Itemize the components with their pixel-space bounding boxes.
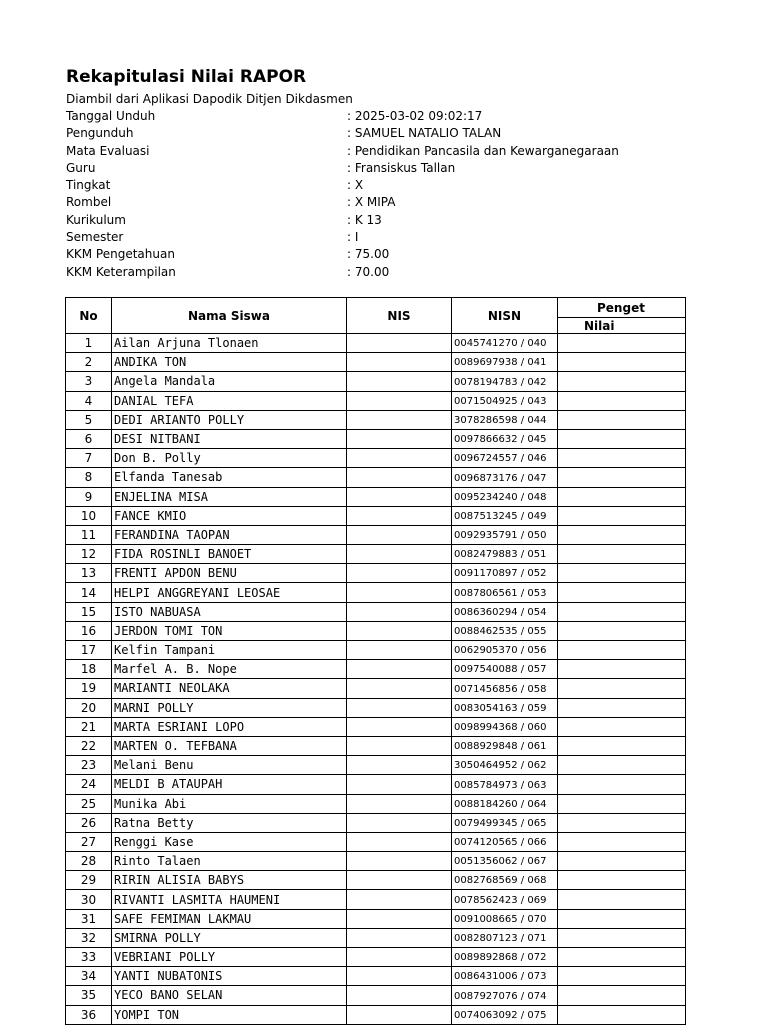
row-no: 16 [66,621,112,640]
row-nis [347,410,452,429]
row-nis [347,621,452,640]
row-nilai [558,660,686,679]
row-name: ANDIKA TON [112,353,347,372]
meta-label: Kurikulum [66,212,126,227]
row-no: 24 [66,775,112,794]
row-no: 11 [66,525,112,544]
meta-row [66,264,666,281]
page-subtitle: Diambil dari Aplikasi Dapodik Ditjen Dikdasmen [66,92,353,106]
row-name: Don B. Polly [112,449,347,468]
row-nilai [558,832,686,851]
meta-info [66,108,666,281]
table-row [66,679,686,698]
row-name: Ailan Arjuna Tlonaen [112,334,347,353]
row-nisn: 3050464952 / 062 [452,756,558,775]
row-nilai [558,756,686,775]
row-name: Angela Mandala [112,372,347,391]
row-name: Marfel A. B. Nope [112,660,347,679]
header-no: No [66,298,112,334]
meta-row [66,246,666,263]
table-row [66,832,686,851]
row-nis [347,641,452,660]
table-row [66,909,686,928]
row-nisn: 0051356062 / 067 [452,852,558,871]
row-nis [347,602,452,621]
row-no: 13 [66,564,112,583]
row-nisn: 0079499345 / 065 [452,813,558,832]
row-nisn: 0095234240 / 048 [452,487,558,506]
row-nis [347,986,452,1005]
row-name: MARNI POLLY [112,698,347,717]
row-nis [347,1005,452,1024]
meta-row [66,108,666,125]
row-name: VEBRIANI POLLY [112,948,347,967]
row-nisn: 0096724557 / 046 [452,449,558,468]
meta-value: : K 13 [347,212,382,227]
meta-value: : Pendidikan Pancasila dan Kewarganegaraan [347,143,619,158]
meta-label: KKM Keterampilan [66,264,176,279]
row-name: DEDI ARIANTO POLLY [112,410,347,429]
row-nis [347,525,452,544]
row-no: 6 [66,429,112,448]
row-nisn: 0087513245 / 049 [452,506,558,525]
table-row [66,334,686,353]
row-nis [347,353,452,372]
row-no: 34 [66,967,112,986]
meta-row [66,194,666,211]
meta-label: Mata Evaluasi [66,143,150,158]
table-row [66,948,686,967]
meta-value: : Fransiskus Tallan [347,160,456,175]
row-no: 1 [66,334,112,353]
row-nisn: 0098994368 / 060 [452,717,558,736]
row-name: SMIRNA POLLY [112,928,347,947]
row-nilai [558,583,686,602]
table-row [66,852,686,871]
header-pengetahuan: Penget [558,298,686,318]
row-name: DESI NITBANI [112,429,347,448]
row-nis [347,698,452,717]
row-nis [347,449,452,468]
row-no: 5 [66,410,112,429]
meta-value: : SAMUEL NATALIO TALAN [347,126,502,141]
meta-label: Pengunduh [66,126,134,141]
row-nis [347,832,452,851]
row-nilai [558,564,686,583]
row-nis [347,717,452,736]
row-nilai [558,391,686,410]
row-nisn: 0078562423 / 069 [452,890,558,909]
row-no: 35 [66,986,112,1005]
row-nisn: 0089892868 / 072 [452,948,558,967]
table-row [66,986,686,1005]
row-no: 30 [66,890,112,909]
row-nisn: 0045741270 / 040 [452,334,558,353]
row-nisn: 0091170897 / 052 [452,564,558,583]
row-nilai [558,775,686,794]
row-nisn: 0096873176 / 047 [452,468,558,487]
row-name: DANIAL TEFA [112,391,347,410]
grades-table [65,297,686,1025]
row-no: 27 [66,832,112,851]
row-nis [347,429,452,448]
row-name: Elfanda Tanesab [112,468,347,487]
row-nilai [558,410,686,429]
row-nilai [558,948,686,967]
row-no: 10 [66,506,112,525]
row-nisn: 0083054163 / 059 [452,698,558,717]
row-no: 29 [66,871,112,890]
row-nilai [558,621,686,640]
row-nilai [558,717,686,736]
row-nisn: 0088929848 / 061 [452,736,558,755]
row-nis [347,813,452,832]
row-nilai [558,698,686,717]
table-row [66,372,686,391]
row-no: 23 [66,756,112,775]
row-nilai [558,852,686,871]
row-nis [347,948,452,967]
meta-label: Guru [66,160,96,175]
row-nisn: 0092935791 / 050 [452,525,558,544]
meta-value: : X [347,178,364,193]
header-nis: NIS [347,298,452,334]
table-row [66,660,686,679]
row-name: Rinto Talaen [112,852,347,871]
row-no: 25 [66,794,112,813]
table-row [66,525,686,544]
row-nilai [558,813,686,832]
row-name: MARIANTI NEOLAKA [112,679,347,698]
row-no: 12 [66,545,112,564]
row-name: MARTEN O. TEFBANA [112,736,347,755]
row-nisn: 0074120565 / 066 [452,832,558,851]
meta-label: Rombel [66,195,112,210]
row-name: YECO BANO SELAN [112,986,347,1005]
row-nisn: 0087806561 / 053 [452,583,558,602]
meta-row [66,143,666,160]
row-nisn: 0091008665 / 070 [452,909,558,928]
row-nilai [558,641,686,660]
row-nilai [558,449,686,468]
row-nilai [558,928,686,947]
meta-row [66,229,666,246]
table-row [66,967,686,986]
row-nilai [558,871,686,890]
meta-label: KKM Pengetahuan [66,247,175,262]
row-no: 33 [66,948,112,967]
row-nisn: 0097540088 / 057 [452,660,558,679]
table-row [66,698,686,717]
table-row [66,602,686,621]
table-row [66,487,686,506]
table-row [66,775,686,794]
row-nilai [558,794,686,813]
meta-label: Tingkat [66,178,111,193]
row-no: 19 [66,679,112,698]
row-nilai [558,487,686,506]
row-nis [347,372,452,391]
meta-label: Semester [66,230,124,245]
table-row [66,621,686,640]
meta-row [66,125,666,142]
row-nis [347,871,452,890]
meta-row [66,177,666,194]
row-name: Ratna Betty [112,813,347,832]
row-nis [347,736,452,755]
header-name: Nama Siswa [112,298,347,334]
row-nisn: 0088462535 / 055 [452,621,558,640]
table-row [66,736,686,755]
table-row [66,410,686,429]
row-name: FANCE KMIO [112,506,347,525]
row-no: 26 [66,813,112,832]
row-nisn: 0086360294 / 054 [452,602,558,621]
row-no: 31 [66,909,112,928]
row-nilai [558,468,686,487]
row-nilai [558,334,686,353]
row-nilai [558,353,686,372]
row-nisn: 0071504925 / 043 [452,391,558,410]
row-nis [347,794,452,813]
row-nisn: 0097866632 / 045 [452,429,558,448]
row-nisn: 0078194783 / 042 [452,372,558,391]
row-nilai [558,736,686,755]
row-nilai [558,429,686,448]
row-name: JERDON TOMI TON [112,621,347,640]
row-nilai [558,890,686,909]
table-row [66,890,686,909]
header-nilai: Nilai [558,318,686,334]
row-no: 14 [66,583,112,602]
row-name: FIDA ROSINLI BANOET [112,545,347,564]
row-name: SAFE FEMIMAN LAKMAU [112,909,347,928]
row-nilai [558,986,686,1005]
meta-value: : X MIPA [347,195,396,210]
row-no: 28 [66,852,112,871]
table-row [66,928,686,947]
meta-row [66,160,666,177]
row-nis [347,468,452,487]
row-nis [347,506,452,525]
row-nilai [558,525,686,544]
table-row [66,756,686,775]
row-nis [347,756,452,775]
row-name: Renggi Kase [112,832,347,851]
row-nisn: 0086431006 / 073 [452,967,558,986]
row-no: 7 [66,449,112,468]
meta-value: : 2025-03-02 09:02:17 [347,109,483,123]
row-nis [347,660,452,679]
row-nilai [558,967,686,986]
row-no: 3 [66,372,112,391]
row-nis [347,583,452,602]
row-name: RIRIN ALISIA BABYS [112,871,347,890]
table-row [66,583,686,602]
row-no: 15 [66,602,112,621]
row-nilai [558,506,686,525]
meta-label: Tanggal Unduh [66,109,156,123]
row-no: 17 [66,641,112,660]
row-name: Kelfin Tampani [112,641,347,660]
table-row [66,391,686,410]
table-row [66,353,686,372]
table-row [66,717,686,736]
row-nisn: 0082807123 / 071 [452,928,558,947]
table-row [66,641,686,660]
row-nisn: 0089697938 / 041 [452,353,558,372]
grades-sheet [65,297,645,1022]
row-nis [347,852,452,871]
row-nilai [558,602,686,621]
row-nisn: 0062905370 / 056 [452,641,558,660]
row-name: YOMPI TON [112,1005,347,1024]
meta-value: : 70.00 [347,264,390,279]
row-no: 36 [66,1005,112,1024]
row-name: FRENTI APDON BENU [112,564,347,583]
meta-row [66,212,666,229]
row-name: MARTA ESRIANI LOPO [112,717,347,736]
table-row [66,468,686,487]
page-title: Rekapitulasi Nilai RAPOR [66,67,307,87]
row-nilai [558,909,686,928]
row-nisn: 0085784973 / 063 [452,775,558,794]
table-body [66,334,686,1025]
row-nilai [558,545,686,564]
row-name: Munika Abi [112,794,347,813]
row-nisn: 0082479883 / 051 [452,545,558,564]
table-row [66,1005,686,1024]
row-nis [347,545,452,564]
row-nilai [558,679,686,698]
row-name: MELDI B ATAUPAH [112,775,347,794]
row-no: 4 [66,391,112,410]
table-row [66,794,686,813]
table-row [66,429,686,448]
row-no: 18 [66,660,112,679]
table-row [66,545,686,564]
row-nilai [558,372,686,391]
row-nisn: 0074063092 / 075 [452,1005,558,1024]
row-nis [347,775,452,794]
meta-value: : 75.00 [347,247,390,262]
row-nisn: 0088184260 / 064 [452,794,558,813]
row-no: 8 [66,468,112,487]
table-row [66,449,686,468]
meta-value: : I [347,230,359,245]
table-row [66,564,686,583]
row-no: 2 [66,353,112,372]
row-name: YANTI NUBATONIS [112,967,347,986]
row-nis [347,909,452,928]
table-row [66,871,686,890]
row-name: HELPI ANGGREYANI LEOSAE [112,583,347,602]
row-name: ENJELINA MISA [112,487,347,506]
row-nis [347,391,452,410]
row-nis [347,967,452,986]
row-nis [347,890,452,909]
row-no: 21 [66,717,112,736]
header-nisn: NISN [452,298,558,334]
row-nilai [558,1005,686,1024]
row-nis [347,928,452,947]
row-name: FERANDINA TAOPAN [112,525,347,544]
row-name: Melani Benu [112,756,347,775]
row-nis [347,487,452,506]
row-nis [347,564,452,583]
row-nis [347,334,452,353]
row-nis [347,679,452,698]
row-nisn: 0071456856 / 058 [452,679,558,698]
row-nisn: 0087927076 / 074 [452,986,558,1005]
row-name: RIVANTI LASMITA HAUMENI [112,890,347,909]
row-no: 20 [66,698,112,717]
row-name: ISTO NABUASA [112,602,347,621]
row-nisn: 0082768569 / 068 [452,871,558,890]
row-no: 22 [66,736,112,755]
row-nisn: 3078286598 / 044 [452,410,558,429]
table-row [66,506,686,525]
row-no: 32 [66,928,112,947]
row-no: 9 [66,487,112,506]
table-row [66,813,686,832]
